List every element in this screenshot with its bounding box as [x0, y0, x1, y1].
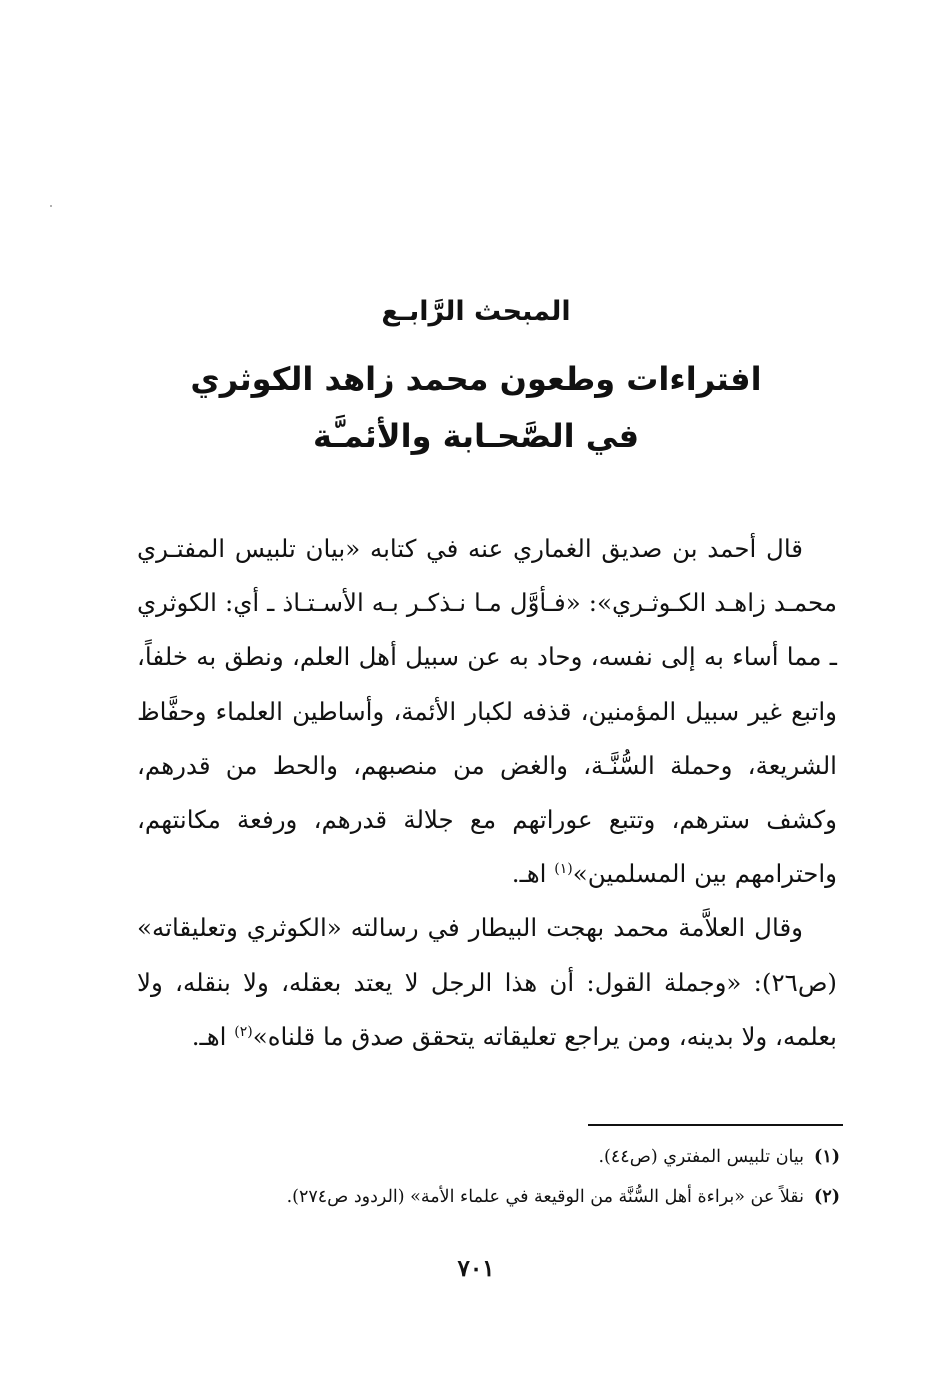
scan-speck — [50, 205, 52, 207]
chapter-subtitle: في الصَّحـابة والأئمـَّة — [312, 417, 640, 455]
footnote-item — [137, 1177, 840, 1217]
footnotes — [137, 1137, 840, 1217]
chapter-title: افتراءات وطعون محمد زاهد الكوثري — [190, 360, 762, 398]
paragraph-text: وقال العلاَّمة محمد بهجت البيطار في رسالته «الكوثري وتعليقاته» (ص٢٦): «وجملة القول: أن هذا الرجل لا يعتد بعقله، ولا بنقله، ولا بعلمه، ولا بدينه، ومن يراجع تعليقاته يتحقق صدق ما قلناه» — [137, 913, 837, 1051]
footnote-number: (١) — [814, 1147, 840, 1167]
footnote-text: نقلاً عن «براءة أهل السُّنَّة من الوقيعة في علماء الأمة» (الردود ص٢٧٤). — [286, 1187, 805, 1207]
footnote-number: (٢) — [814, 1187, 840, 1207]
footnote-item — [137, 1137, 840, 1177]
footnote-divider — [588, 1124, 843, 1126]
paragraph-text: قال أحمد بن صديق الغماري عنه في كتابه «بيان تلبيس المفتـري محمـد زاهـد الكـوثـري»: «فـأوَّل مـا نـذكـر بـه الأسـتـاذ ـ أي: الكوثري ـ مما أساء به إلى نفسه، وحاد به عن سبيل أهل العلم، ونطق به خلفاً، واتبع غير سبيل المؤمنين، قذفه لكبار الأئمة، وأساطين العلماء وحفَّاظ الشريعة، وحملة السُّنَّـة، والغض من منصبهم، والحط من قدرهم، وكشف سترهم، وتتبع عوراتهم مع جلالة قدرهم، ورفعة مكانتهم، واحترامهم بين المسلمين» — [137, 534, 837, 889]
paragraph-ending: اهـ. — [191, 1021, 235, 1051]
section-heading: المبحث الرَّابـع — [381, 296, 571, 327]
footnote-text: بيان تلبيس المفتري (ص٤٤). — [598, 1147, 805, 1167]
paragraph-ending: اهـ. — [511, 859, 555, 889]
page-number: ٧٠١ — [457, 1255, 495, 1282]
footnote-reference[interactable]: (٢) — [234, 1023, 253, 1040]
body-text — [137, 522, 837, 1064]
paragraph — [137, 522, 837, 901]
paragraph — [137, 901, 837, 1064]
footnote-reference[interactable]: (١) — [554, 861, 573, 878]
